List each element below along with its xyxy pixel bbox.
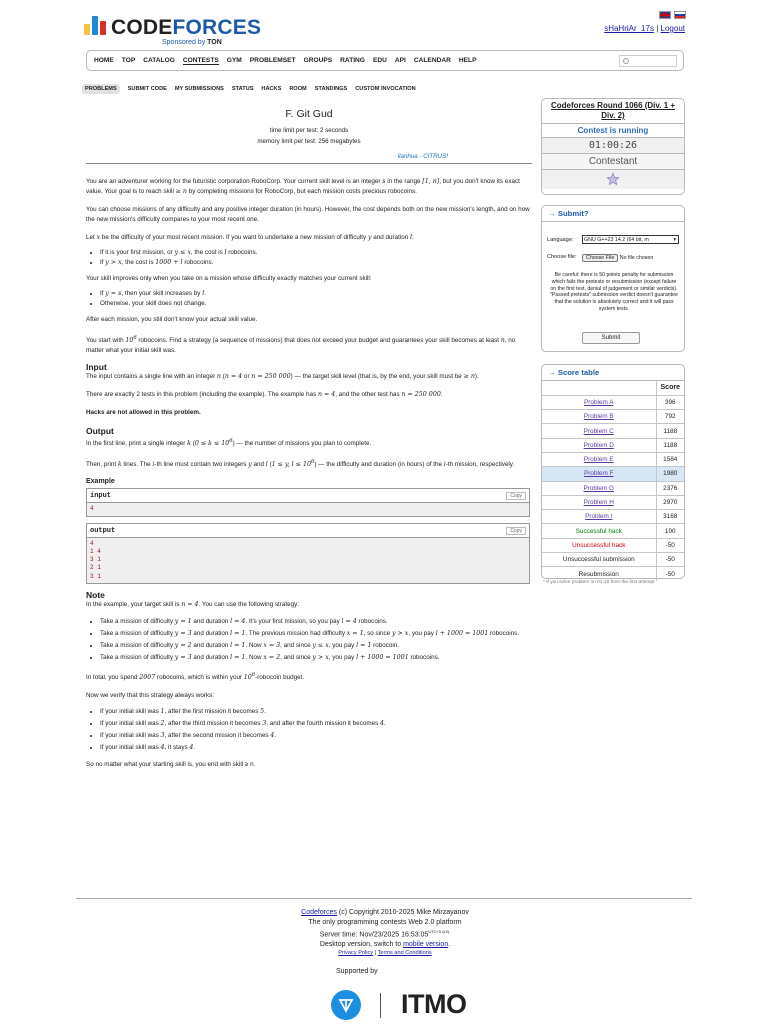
score-row-label[interactable]: Problem E <box>542 452 656 466</box>
score-row <box>542 481 684 495</box>
score-row-label[interactable]: Problem C <box>542 424 656 438</box>
server-time: Server time: Nov/23/2025 16:53:05 <box>319 931 429 939</box>
example-output-box <box>86 523 530 584</box>
penalty-warning: Be careful: there is 50 points penalty for submission which fails the pretests or resubmission (except failure on the first test, denial of judgement or similar verdicts). "Passed pretests" submission verdict doesn't guarantee that the solution is absolutely correct and it will pass system tests. <box>550 272 678 312</box>
score-row <box>542 395 684 409</box>
tab-standings[interactable]: STANDINGS <box>314 86 348 92</box>
score-row-label[interactable]: Problem B <box>542 410 656 424</box>
contest-submenu <box>82 84 424 94</box>
menu-item-home[interactable]: HOME <box>94 57 114 64</box>
problem-title: F. Git Gud <box>285 108 333 120</box>
score-value: 100 <box>656 524 684 538</box>
example-heading: Example <box>86 478 115 486</box>
favorite-star-icon[interactable] <box>542 169 684 189</box>
score-row-label[interactable]: Problem G <box>542 481 656 495</box>
score-footnote: * If you solve problem on 01:18 from the first attempt <box>543 580 655 585</box>
choose-file-button[interactable]: Choose File <box>582 254 618 262</box>
score-row <box>542 410 684 424</box>
score-heading: → Score table <box>542 365 684 381</box>
submit-heading: → Submit? <box>542 206 684 222</box>
score-row-label[interactable]: Problem D <box>542 438 656 452</box>
legend-paragraph-5: After each mission, you still don't know your actual skill value. <box>86 316 258 323</box>
score-value: -50 <box>656 553 684 567</box>
menu-item-catalog[interactable]: CATALOG <box>143 57 175 64</box>
score-row <box>542 467 684 481</box>
language-select[interactable]: GNU G++23 14.2 (64 bit, m ▾ <box>582 235 679 244</box>
sample-line: 3 1 <box>90 556 101 564</box>
score-row-label: Resubmission <box>542 567 656 581</box>
codeforces-logo[interactable] <box>84 14 262 46</box>
score-row-label: Unsuccessful hack <box>542 538 656 552</box>
time-limit: time limit per test: 2 seconds <box>269 127 349 134</box>
logo-code: CODE <box>111 16 173 39</box>
itmo-logo[interactable]: ITMO <box>401 989 467 1019</box>
footer: Codeforces (c) Copyright 2010-2025 Mike Mirzayanov The only programming contests Web 2.0 platform Server time: Nov/23/2025 $16:53:05^{UTC+5 (k3).}$ Desktop version, switch to mobile version. Privacy Policy | Terms and Conditions <box>301 909 469 957</box>
score-row <box>542 538 684 552</box>
score-row-label: Successful hack <box>542 524 656 538</box>
score-row <box>542 424 684 438</box>
logout-link[interactable]: Logout <box>660 24 685 33</box>
divider <box>86 163 532 164</box>
file-picker <box>582 255 653 261</box>
menu-item-edu[interactable]: EDU <box>372 57 387 64</box>
score-value: 396 <box>656 395 684 409</box>
verify-list: • If your initial skill was 1, after the first mission it becomes 5. • If your initial skill was 2, after the third mission it becomes 3, and after the fourth mission it becomes 4. • If your initial skill was 3, after the second mission it becomes 4. • If your initial skill was 4, it stays 4. <box>86 706 532 754</box>
score-row-label[interactable]: Problem H <box>542 495 656 509</box>
example-output-body <box>87 538 529 583</box>
terms-link[interactable]: Terms and Conditions <box>377 950 432 957</box>
menu-item-help[interactable]: HELP <box>458 57 477 64</box>
score-value: 2970 <box>656 495 684 509</box>
tab-custom-invocation[interactable]: CUSTOM INVOCATION <box>355 86 416 92</box>
mobile-version-link[interactable]: mobile version <box>403 940 449 948</box>
participant-role: Contestant <box>542 153 684 169</box>
input-heading: Input <box>86 362 107 373</box>
menu-item-rating[interactable]: RATING <box>340 57 365 64</box>
tab-status[interactable]: STATUS <box>231 86 254 92</box>
sample-line: 3 1 <box>90 572 101 580</box>
output-heading: Output <box>86 426 114 437</box>
menu-item-api[interactable]: API <box>394 57 406 64</box>
submit-box <box>541 205 685 352</box>
tests-note: There are exactly 2 tests in this problem (including the example). The example has n = 4, and the other test has n = 250 000. <box>86 391 443 399</box>
input-label: input <box>90 492 112 501</box>
score-row <box>542 510 684 524</box>
note-total: In total, you spend 2007 robocoins, which is within your $10^6$-robocoin budget. <box>86 672 305 682</box>
user-bar: sHaHriAr_17s | Logout <box>604 24 685 33</box>
note-intro: In the example, your target skill is n = 4. You can use the following strategy: <box>86 601 300 609</box>
score-value: 1584 <box>656 452 684 466</box>
output-label: output <box>90 526 116 535</box>
codeforces-footer-link[interactable]: Codeforces <box>301 909 337 916</box>
main-menu <box>86 50 684 71</box>
problem-statement <box>86 104 532 770</box>
round-title-link[interactable]: Codeforces Round 1066 (Div. 1 + Div. 2) <box>550 101 676 120</box>
user-name-link[interactable]: sHaHriAr_17s <box>604 24 654 33</box>
score-value: 1980 <box>656 467 684 481</box>
copy-output-button[interactable]: Copy <box>506 527 526 535</box>
sponsor-line: Sponsored by TON <box>162 39 222 46</box>
tab-my-submissions[interactable]: MY SUBMISSIONS <box>174 86 224 92</box>
menu-item-calendar[interactable]: CALENDAR <box>413 57 451 64</box>
score-row-label: Unsuccessful submission <box>542 553 656 567</box>
hacks-note: Hacks are not allowed in this problem. <box>86 409 201 417</box>
note-final: So no matter what your starting skill is, you end with skill ≥ n. <box>86 761 256 769</box>
output-spec-2: Then, print k lines. The i-th line must contain two integers y and l (1 ≤ y, $l \le 10^6$) — the difficulty and duration (in hours) of the i-th mission, respectively. <box>86 459 515 469</box>
score-value: -50 <box>656 538 684 552</box>
score-row-label[interactable]: Problem A <box>542 395 656 409</box>
tab-problems[interactable]: PROBLEMS <box>82 84 120 94</box>
menu-item-problemset[interactable]: PROBLEMSET <box>249 57 296 64</box>
score-column-header: Score <box>656 381 684 395</box>
menu-items <box>94 57 484 65</box>
language-label: Language: <box>547 237 574 243</box>
menu-item-contests[interactable]: CONTESTS <box>182 57 219 64</box>
example-input-box <box>86 488 530 516</box>
score-value: -50 <box>656 567 684 581</box>
contest-timer: 01:00:26 <box>542 137 684 153</box>
menu-item-groups[interactable]: GROUPS <box>303 57 333 64</box>
menu-item-top[interactable]: TOP <box>121 57 136 64</box>
tab-hacks[interactable]: HACKS <box>261 86 282 92</box>
contest-info-box <box>541 98 685 195</box>
search-icon <box>623 58 629 64</box>
search-input[interactable] <box>619 55 677 67</box>
problem-authors[interactable]: llanhua - CITRUS! <box>397 153 448 160</box>
contest-status: Contest is running <box>542 123 684 137</box>
score-value: 792 <box>656 410 684 424</box>
legend-paragraph-6: You start with $10^6$ robocoins. Find a strategy (a sequence of missions) that does not exceed your budget and guarantees your skill becomes at least n, no matter what your initial skill was. <box>86 335 516 355</box>
sample-line: 4 <box>90 505 94 513</box>
score-value: 1188 <box>656 424 684 438</box>
supported-by-label: Supported by <box>336 968 378 975</box>
sample-line: 4 <box>90 539 94 547</box>
copy-input-button[interactable]: Copy <box>506 492 526 500</box>
sample-line: 1 4 <box>90 547 101 555</box>
ton-logo-icon[interactable] <box>331 990 361 1020</box>
menu-item-gym[interactable]: GYM <box>226 57 242 64</box>
score-value: 3168 <box>656 510 684 524</box>
language-flags <box>659 11 686 19</box>
score-row-label[interactable]: Problem I <box>542 510 656 524</box>
privacy-policy-link[interactable]: Privacy Policy <box>338 950 374 957</box>
input-spec: The input contains a single line with an integer n (n = 4 or n = 250 000) — the target skill level (that is, by the end, your skill must be ≥ n). <box>86 373 479 381</box>
sample-line: 2 1 <box>90 564 101 572</box>
no-file-text: No file chosen <box>619 255 654 261</box>
output-spec-1: In the first line, print a single integer k $(0 \le k \le 10^6)$ — the number of missions you plan to complete. <box>86 438 372 448</box>
score-row <box>542 524 684 538</box>
logo-separator <box>380 993 381 1018</box>
score-row <box>542 553 684 567</box>
legend-paragraph-4: Your skill improves only when you take on a mission whose difficulty exactly matches your current skill: <box>86 275 372 282</box>
memory-limit: memory limit per test: 256 megabytes <box>257 138 361 145</box>
logo-forces: FORCES <box>172 16 262 39</box>
tab-room[interactable]: ROOM <box>289 86 307 92</box>
tab-submit-code[interactable]: SUBMIT CODE <box>127 86 167 92</box>
score-table-box <box>541 364 685 579</box>
score-row <box>542 438 684 452</box>
score-row <box>542 495 684 509</box>
submit-button[interactable]: Submit <box>582 332 640 344</box>
strategy-list: • Take a mission of difficulty y = 1 and duration l = 4. It's your first mission, so you pay l = 4 robocoins. • Take a mission of difficulty y = 3 and duration l = 1. The previous mission had difficulty x = 1, so since y > x, you pay l + 1000 = 1001 robocoins. • Take a mission of difficulty y = 2 and duration l = 1. Now x = 3, and since y ≤ x, you pay l = 1 robocoin. • Take a mission of difficulty y = 3 and duration l = 1. Now x = 2, and since y > x, you pay l + 1000 = 1001 robocoins. <box>86 616 532 664</box>
score-value: 1188 <box>656 438 684 452</box>
logo-bars-icon <box>84 14 108 38</box>
score-row <box>542 567 684 581</box>
cost-rules-list: • If it is your first mission, or y ≤ x, the cost is l robocoins. • If y > x, the cost is 1000 + l robocoins. <box>86 248 532 268</box>
legend-paragraph-2: You can choose missions of any difficulty and any positive integer duration (in hours). However, the cost depends both on the new mission's length, and on how the new mission's difficulty compares to your most recent one. <box>86 206 530 223</box>
score-row-label[interactable]: Problem F <box>542 467 656 481</box>
choose-file-label: Choose file: <box>547 254 577 260</box>
legend-paragraph-3: Let x be the difficulty of your most recent mission. If you want to undertake a new mission of difficulty y and duration l: <box>86 234 414 241</box>
score-row <box>542 452 684 466</box>
problem-limits <box>86 125 532 147</box>
score-value: 2376 <box>656 481 684 495</box>
skill-rules-list: • If y = s, then your skill increases by l. • Otherwise, your skill does not change. <box>86 289 532 309</box>
english-flag-icon[interactable] <box>659 11 671 19</box>
legend-paragraph-1: You are an adventurer working for the futuristic corporation RoboCorp. Your current skill level is an integer s in the range [1, n], but you don't know its exact value. Your goal is to reach skill ≥ n by completing missions for RoboCorp, but each mission costs precious robocoins. <box>86 178 520 195</box>
note-verify: Now we verify that this strategy always works: <box>86 692 215 700</box>
footer-divider <box>76 898 692 899</box>
russian-flag-icon[interactable] <box>674 11 686 19</box>
example-input-body <box>87 503 529 515</box>
score-table <box>542 381 684 581</box>
chevron-down-icon: ▾ <box>673 237 676 243</box>
note-heading: Note <box>86 590 105 601</box>
